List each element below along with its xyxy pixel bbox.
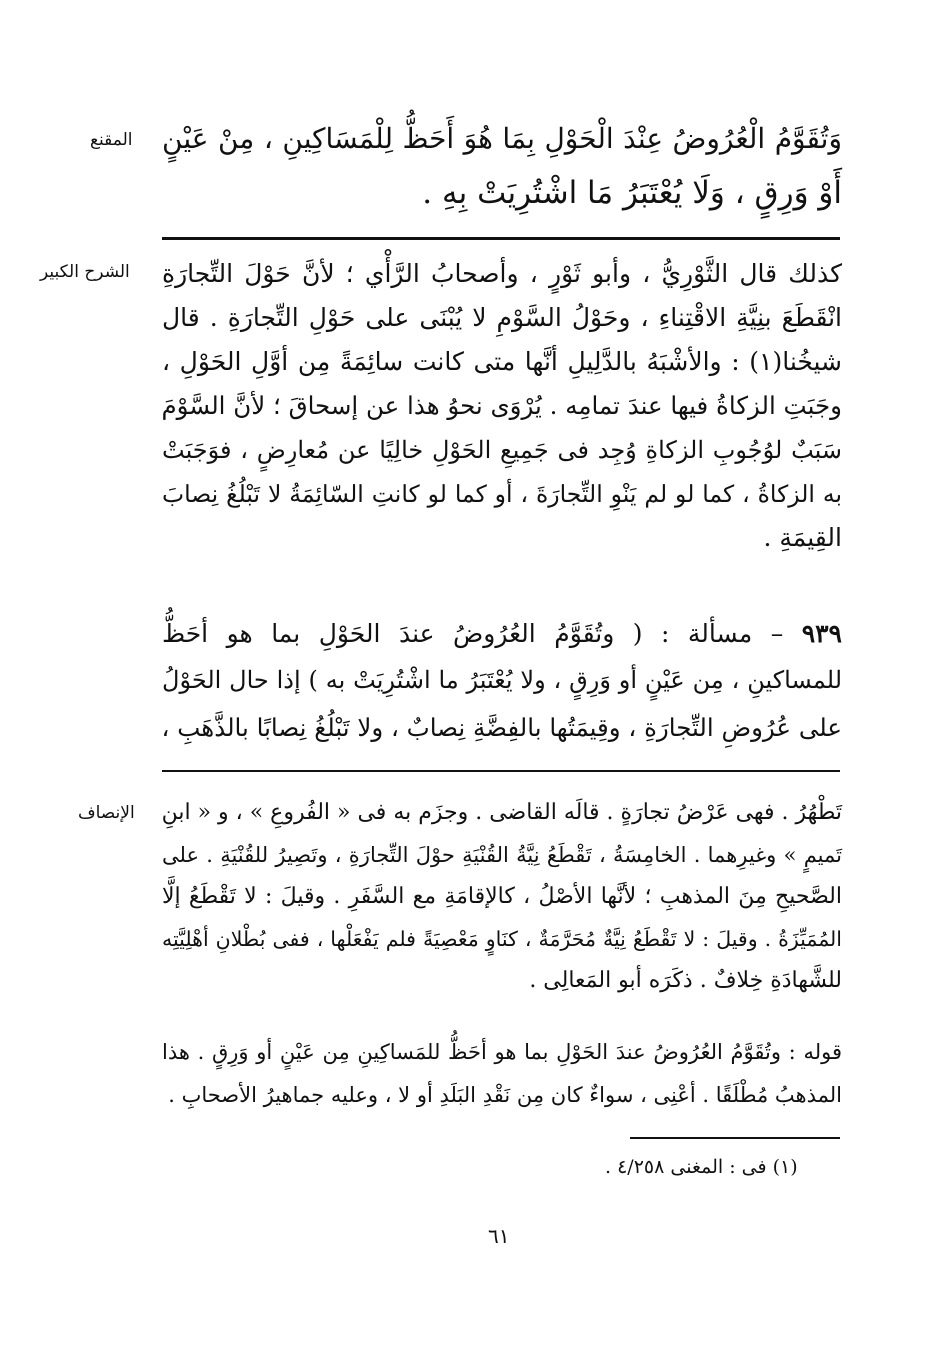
section-label-muqni: المقنع [90, 130, 133, 150]
muqni-line: أَوْ وَرِقٍ ، وَلَا يُعْتَبَرُ مَا اشْتُرِيَتْ بِهِ . [422, 175, 842, 211]
sharh-line: انْقَطَعَ بنِيَّةِ الاقْتِناءِ ، وحَوْلُ السَّوْمِ لا يُبْنَى على حَوْلِ التِّجارَةِ . قال [162, 303, 842, 332]
page-number: ٦١ [488, 1224, 510, 1248]
muqni-line: وَتُقَوَّمُ الْعُرُوضُ عِنْدَ الْحَوْلِ بِمَا هُوَ أَحَظُّ لِلْمَسَاكِينِ ، مِنْ عَيْنٍ [162, 122, 842, 155]
sharh-line: القِيمَةِ . [763, 523, 842, 552]
insaf-line: المذهبُ مُطْلَقًا . أعْنِى ، سواءٌ كان مِن نَقْدِ البَلَدِ أو لا ، وعليه جماهيرُ الأصحابِ . [168, 1083, 842, 1107]
insaf-line: تَطْهُرُ . فهى عَرْضُ تجارَةٍ . قالَه القاضى . وجزَم به فى « الفُروعِ » ، و « ابنِ [161, 800, 842, 825]
thick-divider [162, 237, 840, 240]
sharh-text [162, 252, 842, 560]
insaf-line: المُمَيِّزَةُ . وقيلَ : لا تَقْطَعُ نِيَّةٌ مُحَرَّمَةٌ ، كنَاوٍ مَعْصِيَةً فلم يَفْعَلْها ، ففى بُطْلانِ أهْلِيَّتِه [162, 927, 842, 951]
insaf-line: للشَّهادَةِ خِلافٌ . ذكَرَه أبو المَعالِى . [529, 968, 842, 993]
sharh-line: به الزكاةُ ، كما لو لم يَنْوِ التِّجارَةَ ، أو كما لو كانتِ السّائِمَةُ لا تَبْلُغُ نِصابَ [162, 480, 842, 508]
masala-line: على عُرُوضِ التِّجارَةِ ، وقِيمَتُها بالفِضَّةِ نِصابٌ ، ولا تَبْلُغُ نِصابًا بالذَّهَبِ ، [161, 713, 842, 742]
masala-number: ٩٣٩ [801, 619, 842, 648]
insaf-text [162, 792, 842, 1002]
masala-text [162, 610, 842, 751]
masala-heading: – مسألة : ( وتُقَوَّمُ العُرُوضُ عندَ الحَوْلِ بما هو أحَظُّ [162, 619, 784, 648]
insaf-line: قوله : وتُقَوَّمُ العُرُوضُ عندَ الحَوْلِ بما هو أحَظُّ للمَساكِينِ مِن عَيْنٍ أو وَرِقٍ . هذا [162, 1040, 842, 1064]
sharh-line: شيخُنا(١) : والأشْبَهُ بالدَّلِيلِ أنَّها متى كانت سائِمَةً مِن أوَّلِ الحَوْلِ ، [162, 347, 842, 376]
muqni-text [162, 112, 842, 220]
thin-divider [162, 770, 840, 772]
insaf-paragraph-2 [162, 1031, 842, 1117]
sharh-line: وجَبَتِ الزكاةُ فيها عندَ تمامِه . يُرْوَى نحوُ هذا عن إسحاقَ ؛ لأنَّ السَّوْمَ [161, 391, 842, 420]
section-label-sharh: الشرح الكبير [40, 262, 130, 282]
sharh-line: كذلك قال الثَّوْرِيُّ ، وأبو ثَوْرٍ ، وأصحابُ الرَّأْي ؛ لأنَّ حَوْلَ التِّجارَةِ [162, 259, 842, 288]
masala-line [162, 610, 842, 657]
insaf-line: تَميمٍ » وغيرِهما . الخامِسَةُ ، تَقْطَعُ نِيَّةُ القُنْيَةِ حوْلَ التِّجارَةِ ، وتَصِيرُ للقُنْيَةِ . على [162, 843, 842, 867]
section-label-insaf: الإنصاف [78, 803, 135, 823]
masala-line: للمساكينِ ، مِن عَيْنٍ أو وَرِقٍ ، ولا يُعْتَبَرُ ما اشْتُرِيَتْ به ) إذا حال الحَوْلُ [162, 666, 843, 694]
insaf-line: الصَّحيحِ مِنَ المذهبِ ؛ لأنَّها الأصْلُ ، كالإقامَةِ مع السَّفَرِ . وقيلَ : لا تَقْطَعُ إلَّا [162, 884, 842, 909]
footnote: (١) فى : المغنى ٤/٢٥٨ . [605, 1156, 798, 1178]
sharh-line: سَبَبٌ لوُجُوبِ الزكاةِ وُجِد فى جَمِيعِ الحَوْلِ خالِيًا عن مُعارِضٍ ، فوَجَبَتْ [162, 436, 842, 464]
footnote-divider [630, 1137, 840, 1139]
